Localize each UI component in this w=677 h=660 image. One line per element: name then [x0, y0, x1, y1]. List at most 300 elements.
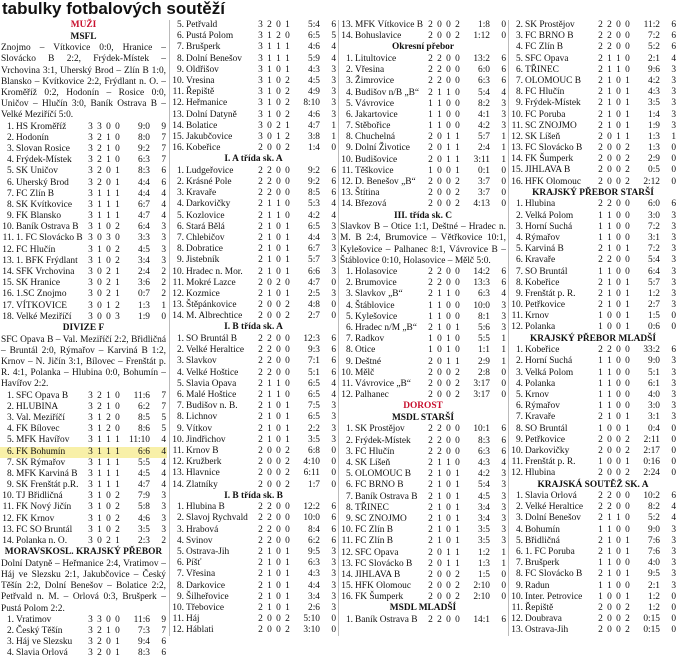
rank: 13. [511, 143, 523, 154]
score: 4:5 [308, 75, 320, 86]
team-name: Ostrava-Jih [186, 547, 230, 558]
table-row [509, 143, 677, 154]
score: 3:5 [478, 525, 490, 536]
games-played: 1 [598, 221, 603, 232]
losses: 0 [455, 446, 460, 457]
table-row [170, 76, 337, 87]
draws: 0 [276, 87, 281, 98]
table-row [0, 278, 167, 289]
draws: 1 [446, 289, 451, 300]
games-played: 2 [428, 31, 433, 42]
games-played: 2 [258, 210, 263, 221]
draws: 0 [616, 255, 621, 266]
wins: 0 [607, 602, 612, 613]
points: 0 [161, 311, 166, 322]
team-name: Frýdek-Místek [525, 98, 581, 109]
games-played: 1 [598, 558, 603, 569]
games-played: 2 [598, 109, 603, 120]
wins: 1 [97, 424, 102, 435]
wins: 2 [97, 401, 102, 412]
losses: 2 [625, 143, 630, 154]
league-heading: I. B třída sk. A [224, 322, 283, 333]
rank: 5. [6, 166, 14, 177]
table-row [0, 435, 167, 446]
draws: 0 [276, 423, 281, 434]
points: 3 [161, 244, 166, 255]
table-row [339, 65, 507, 76]
draws: 0 [276, 625, 281, 636]
draws: 0 [446, 53, 451, 64]
team-name: Slovan Rosice [16, 143, 70, 154]
table-row [170, 390, 337, 401]
draws: 0 [616, 457, 621, 468]
games-played: 2 [428, 177, 433, 188]
rank: 13. [2, 524, 14, 535]
losses: 2 [455, 31, 460, 42]
points: 2 [161, 278, 166, 289]
table-row [339, 312, 507, 323]
score: 5:2 [648, 513, 660, 524]
wins: 1 [607, 547, 612, 558]
table-row [339, 345, 507, 356]
games-played: 3 [88, 155, 93, 166]
losses: 1 [285, 244, 290, 255]
games-played: 2 [598, 535, 603, 546]
draws: 0 [616, 535, 621, 546]
team-name: Deštné [355, 356, 382, 367]
wins: 2 [267, 188, 272, 199]
points: 3 [671, 210, 676, 221]
draws: 0 [446, 188, 451, 199]
games-played: 2 [428, 322, 433, 333]
wins: 1 [607, 87, 612, 98]
rank: 7. [515, 558, 523, 569]
draws: 1 [276, 210, 281, 221]
wins: 0 [267, 143, 272, 154]
points: 3 [501, 300, 506, 311]
rank: 7. [345, 491, 353, 502]
rank: 14. [172, 120, 184, 131]
losses: 2 [115, 255, 120, 266]
table-row [509, 457, 677, 468]
points: 1 [501, 154, 506, 165]
losses: 1 [455, 154, 460, 165]
draws: 1 [446, 154, 451, 165]
wins: 2 [607, 42, 612, 53]
draws: 0 [616, 75, 621, 86]
wins: 2 [97, 166, 102, 177]
match-results: Slavkov B – Otice 1:1, Deštné – Hradec n. M. B 2:4, Brumovice – Větřkovice 10:1, Kylešovice – Palhanec 8:1, Vávrovice B – Štáblovice 0:10, Holasovice – Mělč 5:0. [340, 222, 506, 266]
points: 6 [501, 424, 506, 435]
wins: 0 [437, 154, 442, 165]
games-played: 2 [428, 20, 433, 30]
losses: 0 [285, 199, 290, 210]
wins: 0 [607, 423, 612, 434]
losses: 0 [285, 334, 290, 345]
draws: 0 [616, 569, 621, 580]
points: 3 [501, 109, 506, 120]
rank: 13. [172, 109, 184, 120]
wins: 1 [267, 378, 272, 389]
games-played: 2 [258, 288, 263, 299]
table-row [339, 289, 507, 300]
score: 6:5 [308, 221, 320, 232]
draws: 0 [106, 166, 111, 177]
games-played: 2 [598, 300, 603, 311]
score: 3:7 [478, 188, 490, 199]
games-played: 3 [88, 468, 93, 479]
team-name: Vávrovice „B“ [355, 378, 411, 389]
team-name: Frenštát p. R. [525, 288, 576, 299]
team-name: SO Bruntál B [186, 334, 238, 345]
rank: 13. [172, 300, 184, 311]
points: 6 [671, 42, 676, 53]
score: 5:10 [303, 614, 320, 625]
draws: 0 [616, 311, 621, 322]
losses: 0 [115, 412, 120, 423]
draws: 0 [276, 513, 281, 524]
team-name: Dolní Životice [355, 143, 410, 154]
score: 7:1 [308, 356, 320, 367]
wins: 0 [97, 300, 102, 311]
rank: 12. [341, 547, 353, 558]
table-row [0, 402, 167, 413]
wins: 1 [267, 288, 272, 299]
wins: 1 [607, 75, 612, 86]
team-name: FC Hlučín [525, 87, 565, 98]
draws: 1 [276, 42, 281, 53]
points: 3 [671, 412, 676, 423]
games-played: 2 [598, 434, 603, 445]
team-name: VÍTKOVICE [16, 300, 68, 311]
table-row [0, 514, 167, 525]
points: 4 [501, 289, 506, 300]
draws: 0 [616, 580, 621, 591]
games-played: 2 [258, 502, 263, 513]
losses: 1 [455, 536, 460, 547]
points: 3 [671, 390, 676, 400]
points: 3 [501, 502, 506, 513]
wins: 1 [607, 367, 612, 378]
points: 6 [161, 637, 166, 648]
points: 0 [671, 434, 676, 445]
team-name: MFK Vítkovice B [355, 20, 424, 30]
wins: 0 [437, 188, 442, 199]
team-name: Jakartovice [355, 109, 398, 120]
score: 3:0 [648, 401, 660, 412]
table-row [339, 559, 507, 570]
points: 5 [161, 412, 166, 423]
table-row [509, 569, 677, 580]
losses: 0 [455, 289, 460, 300]
draws: 0 [446, 390, 451, 401]
table-row [509, 468, 677, 479]
team-name: Polanka [525, 378, 556, 389]
score: 6:3 [478, 446, 490, 457]
score: 6:3 [308, 558, 320, 569]
draws: 0 [616, 602, 621, 613]
losses: 0 [115, 121, 120, 132]
draws: 0 [446, 31, 451, 42]
losses: 0 [455, 334, 460, 345]
score: 11:6 [133, 614, 150, 625]
rank: 14. [341, 569, 353, 580]
score: 2:7 [308, 311, 320, 322]
rank: 11. [172, 445, 184, 456]
losses: 1 [285, 412, 290, 423]
team-name: FC Zlín B [525, 42, 564, 53]
losses: 2 [285, 479, 290, 490]
losses: 0 [625, 367, 630, 378]
score: 6:4 [648, 266, 660, 277]
score: 3:4 [138, 255, 150, 266]
draws: 0 [276, 356, 281, 367]
games-played: 2 [598, 569, 603, 580]
rank: 13. [172, 468, 184, 479]
section-heading: MUŽI [70, 20, 97, 30]
team-name: Dolní Datyně [186, 109, 237, 120]
table-row [339, 581, 507, 592]
points: 3 [671, 378, 676, 389]
wins: 1 [607, 378, 612, 389]
score: 6:0 [478, 65, 490, 76]
match-results: Znojmo – Vítkovice 0:0, Hranice – Slovácko B 2:2, Frýdek-Místek – Vrchovina 3:1, Uherský Brod – Zlín B 1:0, Blansko – Kvítkovice 2:2, Frýdlant n. O. – Kroměříž 0:2, Hodonín – Rosice 0:0, Uničov – Hlučín 3:0, Baník Ostrava B – Velké Meziříčí 5:0. [1, 43, 166, 121]
score: 3:11 [473, 154, 490, 165]
draws: 0 [616, 210, 621, 221]
team-name: FK Bohumín [16, 446, 66, 457]
wins: 1 [267, 87, 272, 98]
wins: 2 [607, 20, 612, 30]
column-4 [508, 20, 677, 636]
games-played: 2 [258, 356, 263, 367]
table-row [339, 480, 507, 491]
table-row [509, 311, 677, 322]
draws: 0 [616, 109, 621, 120]
team-name: Březová [355, 199, 387, 210]
losses: 2 [625, 434, 630, 445]
points: 0 [671, 165, 676, 176]
points: 3 [331, 412, 336, 423]
score: 4:4 [138, 177, 150, 188]
draws: 1 [276, 378, 281, 389]
score: 9:2 [308, 177, 320, 188]
table-row [509, 401, 677, 412]
score: 5:5 [478, 334, 490, 345]
rank: 12. [2, 513, 14, 524]
team-name: Jakubčovice [186, 131, 233, 142]
games-played: 2 [428, 278, 433, 289]
draws: 0 [446, 109, 451, 120]
losses: 0 [625, 20, 630, 30]
games-played: 2 [258, 311, 263, 322]
losses: 1 [285, 558, 290, 569]
rank: 8. [345, 345, 353, 356]
wins: 1 [97, 502, 102, 513]
wins: 1 [607, 535, 612, 546]
rank: 16. [511, 176, 523, 187]
rank: 10. [511, 300, 523, 311]
wins: 1 [607, 390, 612, 400]
table-row [339, 278, 507, 289]
points: 0 [501, 592, 506, 603]
points: 6 [161, 648, 166, 659]
team-name: Vratimov [16, 614, 52, 625]
draws: 0 [446, 199, 451, 210]
wins: 2 [97, 648, 102, 659]
draws: 0 [446, 177, 451, 188]
wins: 1 [437, 87, 442, 98]
draws: 0 [446, 480, 451, 491]
wins: 2 [437, 615, 442, 626]
losses: 2 [455, 581, 460, 592]
table-row [509, 20, 677, 31]
games-played: 2 [428, 154, 433, 165]
rank: 2. [345, 65, 353, 76]
points: 3 [331, 221, 336, 232]
points: 6 [331, 334, 336, 345]
score: 13:2 [473, 53, 490, 64]
games-played: 3 [88, 278, 93, 289]
table-row [0, 233, 167, 244]
losses: 1 [625, 98, 630, 109]
wins: 1 [437, 121, 442, 132]
score: 8:3 [478, 435, 490, 446]
draws: 0 [616, 154, 621, 165]
table-row [509, 322, 677, 333]
table-row [170, 132, 337, 143]
wins: 0 [607, 311, 612, 322]
score: 5:4 [478, 87, 490, 98]
points: 6 [671, 345, 676, 356]
table-row [339, 424, 507, 435]
losses: 1 [115, 457, 120, 468]
points: 0 [501, 31, 506, 42]
games-played: 2 [258, 378, 263, 389]
wins: 1 [267, 602, 272, 613]
losses: 2 [115, 524, 120, 535]
team-name: Kravaře [525, 412, 556, 423]
games-played: 2 [598, 75, 603, 86]
wins: 1 [97, 244, 102, 255]
table-row [170, 211, 337, 222]
draws: 0 [276, 334, 281, 345]
games-played: 3 [88, 244, 93, 255]
points: 1 [501, 132, 506, 143]
table-row [0, 301, 167, 312]
wins: 1 [267, 98, 272, 109]
losses: 0 [625, 345, 630, 356]
rank: 14. [172, 479, 184, 490]
rank: 10. [172, 266, 184, 277]
table-row [339, 592, 507, 603]
score: 10:0 [473, 300, 490, 311]
score: 8:2 [478, 98, 490, 109]
losses: 0 [625, 64, 630, 75]
points: 3 [501, 525, 506, 536]
table-row [339, 199, 507, 210]
score: 3:1 [648, 232, 660, 243]
games-played: 2 [258, 513, 263, 524]
wins: 1 [607, 288, 612, 299]
team-name: Rýmařov [525, 401, 560, 412]
team-name: Inter. Petrovice [525, 591, 583, 602]
draws: 1 [106, 188, 111, 199]
rank: 11. [511, 457, 523, 468]
draws: 0 [446, 491, 451, 502]
games-played: 2 [258, 614, 263, 625]
draws: 2 [106, 267, 111, 278]
table-row [509, 625, 677, 636]
draws: 1 [276, 199, 281, 210]
draws: 0 [616, 491, 621, 502]
losses: 2 [625, 614, 630, 625]
score: 10:0 [303, 513, 320, 524]
wins: 1 [97, 412, 102, 423]
wins: 0 [437, 378, 442, 389]
rank: 12. [511, 131, 523, 142]
wins: 2 [267, 367, 272, 378]
points: 1 [161, 300, 166, 311]
points: 6 [331, 367, 336, 378]
team-name: Baník Ostrava B [355, 491, 418, 502]
score: 3:4 [478, 513, 490, 524]
wins: 1 [267, 53, 272, 64]
rank: 11. [172, 614, 184, 625]
rank: 10. [511, 445, 523, 456]
rank: 12. [172, 98, 184, 109]
score: 4:3 [308, 569, 320, 580]
team-name: FC Zlín B [16, 188, 55, 199]
losses: 1 [625, 322, 630, 333]
score: 1:8 [478, 20, 490, 30]
wins: 1 [97, 457, 102, 468]
table-row [509, 255, 677, 266]
team-name: FC SO Bruntál [16, 524, 73, 535]
rank: 11. [511, 602, 523, 613]
team-name: Hlavnice [186, 468, 220, 479]
games-played: 2 [598, 154, 603, 165]
draws: 1 [446, 356, 451, 367]
losses: 1 [285, 232, 290, 243]
wins: 0 [607, 143, 612, 154]
games-played: 2 [258, 569, 263, 580]
team-name: HFK Olomouc [525, 176, 581, 187]
rank: 7. [515, 412, 523, 423]
points: 2 [161, 536, 166, 547]
losses: 1 [285, 255, 290, 266]
score: 5:1 [308, 367, 320, 378]
rank: 10. [341, 525, 353, 536]
rank: 4. [6, 648, 14, 659]
losses: 0 [625, 491, 630, 502]
rank: 2. [176, 177, 184, 188]
rank: 6. [345, 322, 353, 333]
score: 7:2 [648, 221, 660, 232]
games-played: 2 [428, 367, 433, 378]
team-name: Val. Meziříčí [16, 412, 65, 423]
losses: 1 [455, 143, 460, 154]
games-played: 2 [258, 423, 263, 434]
draws: 0 [616, 378, 621, 389]
table-row [509, 345, 677, 356]
losses: 0 [285, 378, 290, 389]
wins: 3 [97, 121, 102, 132]
losses: 1 [625, 131, 630, 142]
points: 3 [331, 266, 336, 277]
draws: 0 [616, 266, 621, 277]
games-played: 2 [258, 479, 263, 490]
losses: 1 [285, 20, 290, 30]
